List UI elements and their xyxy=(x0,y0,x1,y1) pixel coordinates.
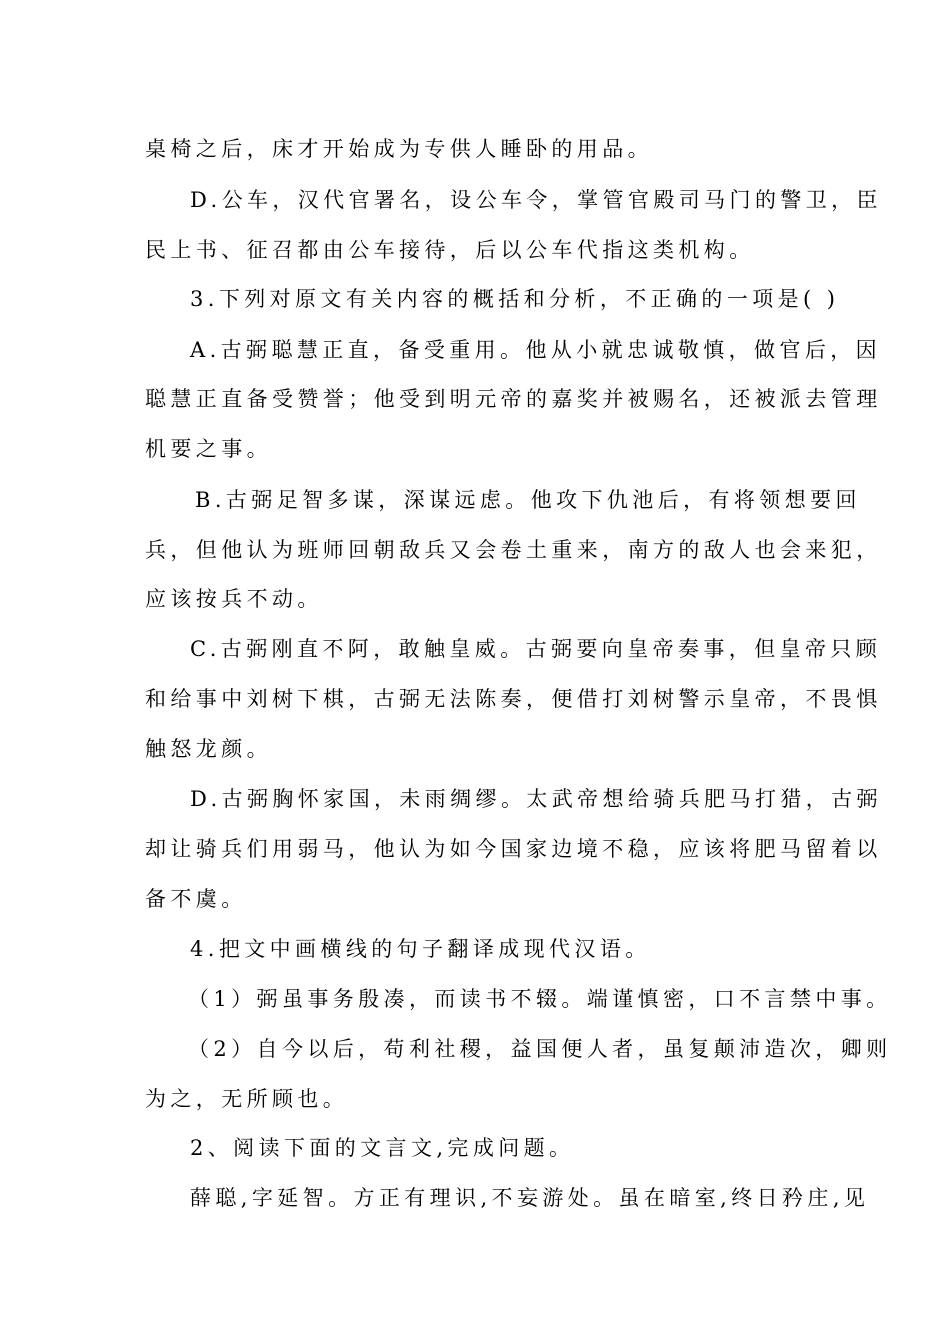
answer-b-line-3: 应该按兵不动。 xyxy=(145,587,323,611)
answer-c-line-2: 和给事中刘树下棋，古弼无法陈奏，便借打刘树警示皇帝，不畏惧 xyxy=(145,687,882,711)
answer-d-line-1: D.古弼胸怀家国，未雨绸缪。太武帝想给骑兵肥马打猎，古弼 xyxy=(190,787,882,811)
translation-item-1: （1）弼虽事务殷凑，而读书不辍。端谨慎密，口不言禁中事。 xyxy=(188,987,892,1011)
answer-d-line-2: 却让骑兵们用弱马，他认为如今国家边境不稳，应该将肥马留着以 xyxy=(145,837,882,861)
question-4: 4.把文中画横线的句子翻译成现代汉语。 xyxy=(190,937,651,961)
section-heading: 2、阅读下面的文言文,完成问题。 xyxy=(190,1136,575,1160)
answer-a-line-3: 机要之事。 xyxy=(145,437,272,461)
text-line: 桌椅之后，床才开始成为专供人睡卧的用品。 xyxy=(145,137,653,161)
translation-item-2-line-2: 为之，无所顾也。 xyxy=(145,1087,349,1111)
question-3: 3.下列对原文有关内容的概括和分析，不正确的一项是( ) xyxy=(190,287,840,311)
answer-c-line-1: C.古弼刚直不阿，敢触皇威。古弼要向皇帝奏事，但皇帝只顾 xyxy=(190,637,882,661)
option-d-line-2: 民上书、征召都由公车接待，后以公车代指这类机构。 xyxy=(145,238,755,262)
passage-line-1: 薛聪,字延智。方正有理识,不妄游处。虽在暗室,终日矜庄,见 xyxy=(190,1186,870,1210)
answer-b-line-2: 兵，但他认为班师回朝敌兵又会卷土重来，南方的敌人也会来犯， xyxy=(145,538,882,562)
answer-a-line-1: A.古弼聪慧正直，备受重用。他从小就忠诚敬慎，做官后，因 xyxy=(190,338,882,362)
answer-d-line-3: 备不虞。 xyxy=(145,887,247,911)
translation-item-2-line-1: （2）自今以后，苟利社稷，益国便人者，虽复颠沛造次，卿则 xyxy=(188,1037,892,1061)
answer-a-line-2: 聪慧正直备受赞誉；他受到明元帝的嘉奖并被赐名，还被派去管理 xyxy=(145,387,882,411)
answer-b-line-1: B.古弼足智多谋，深谋远虑。他攻下仇池后，有将领想要回 xyxy=(195,488,861,512)
option-d-line-1: D.公车，汉代官署名，设公车令，掌管官殿司马门的警卫，臣 xyxy=(190,188,882,212)
answer-c-line-3: 触怒龙颜。 xyxy=(145,737,272,761)
